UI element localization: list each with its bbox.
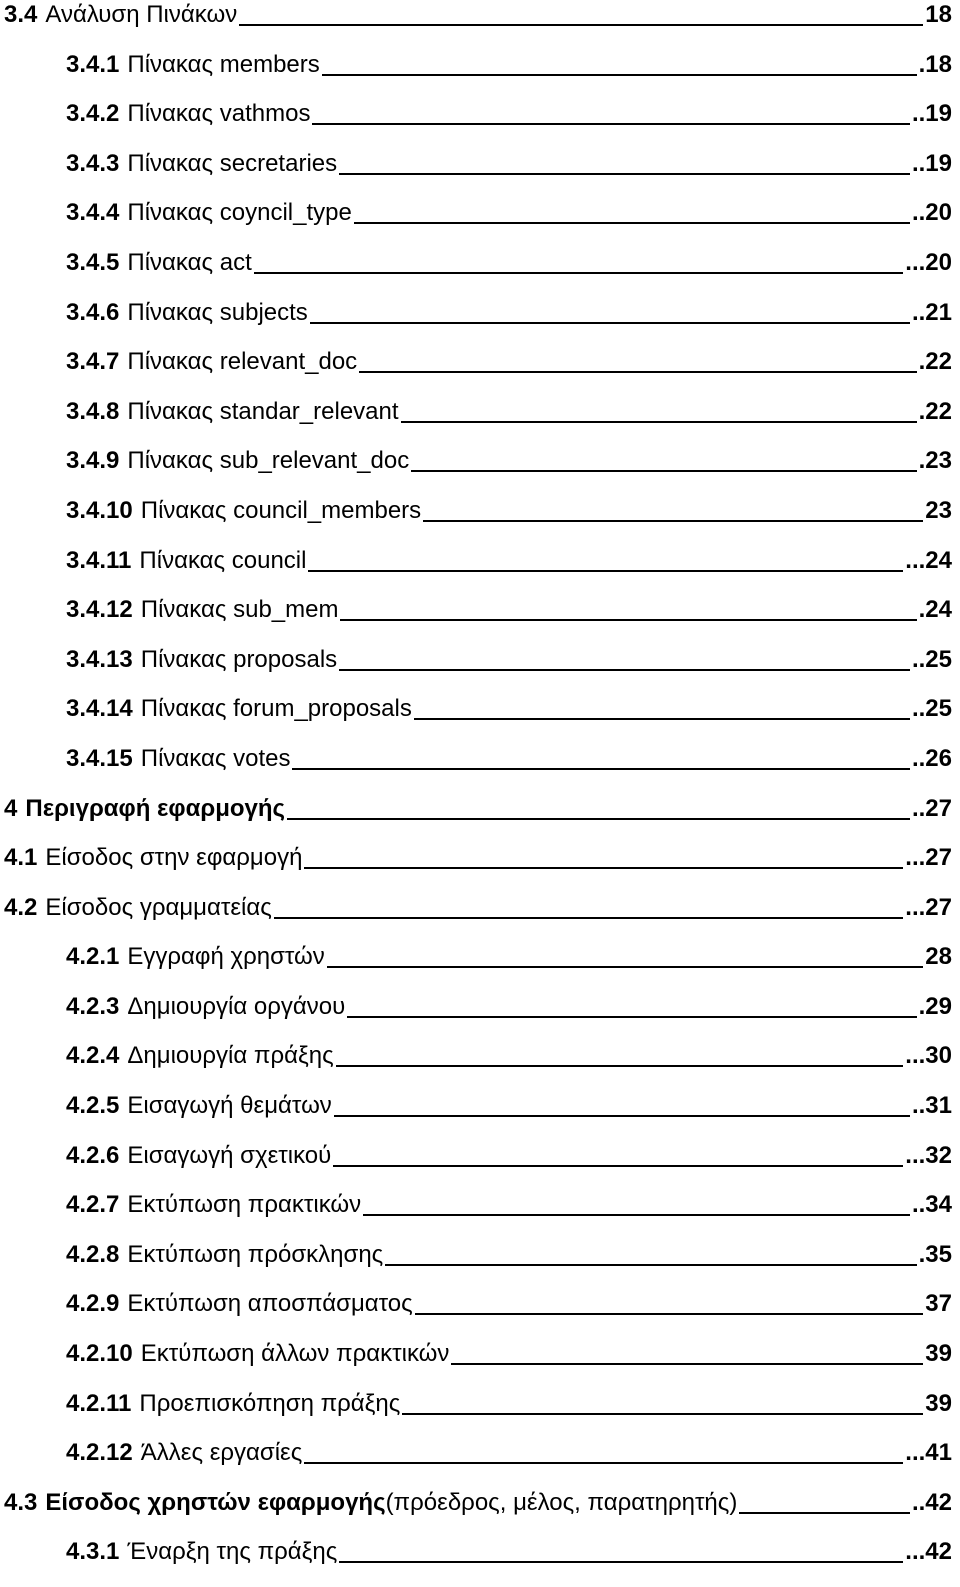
toc-entry[interactable] [0,744,960,794]
toc-entry[interactable] [0,496,960,546]
toc-entry-page: 23 [925,496,952,524]
toc-entry[interactable] [0,595,960,645]
toc-entry-page: ..25 [911,645,952,673]
toc-entry-number: 3.4.2 [66,100,120,128]
toc-entry[interactable] [0,248,960,298]
toc-leader-line [451,1333,923,1365]
toc-entry-page: .22 [918,397,952,425]
toc-entry-number: 4.2.11 [66,1389,132,1417]
toc-entry-page: ...41 [905,1439,952,1467]
toc-entry-number: 3.4.13 [66,645,133,673]
toc-entry-number: 3.4.12 [66,596,133,624]
toc-entry[interactable] [0,1289,960,1339]
toc-entry-number: 3.4.9 [66,447,120,475]
toc-entry-page: ..20 [911,199,952,227]
toc-entry-page: ...20 [905,248,952,276]
toc-entry[interactable] [0,298,960,348]
toc-leader-line [339,1531,903,1563]
toc-entry[interactable] [0,446,960,496]
toc-entry-page: ..19 [911,149,952,177]
toc-entry-page: ...32 [905,1141,952,1169]
toc-entry[interactable] [0,1389,960,1439]
toc-entry-number: 4.2.9 [66,1290,120,1318]
toc-entry-number: 4.3.1 [66,1538,120,1566]
toc-entry-page: 28 [925,943,952,971]
toc-entry-title: Πίνακας sub_mem [140,596,339,624]
toc-entry-number: 4.2.10 [66,1340,133,1368]
toc-entry-title: Πίνακας members [127,50,320,78]
toc-entry-title: Εκτύπωση πρακτικών [127,1191,362,1219]
toc-entry-number: 4.2.5 [66,1092,120,1120]
toc-entry-title: Πίνακας standar_relevant [127,397,399,425]
toc-entry-title: Πίνακας council [139,546,307,574]
toc-leader-line [339,639,910,671]
toc-entry[interactable] [0,1041,960,1091]
toc-entry[interactable] [0,942,960,992]
toc-entry-number: 4.2.1 [66,943,120,971]
toc-entry-page: ..26 [911,744,952,772]
toc-entry-title: Πίνακας vathmos [127,100,311,128]
toc-entry-number: 4.2.8 [66,1240,120,1268]
toc-entry-number: 3.4.6 [66,298,120,326]
toc-entry-page: ..25 [911,695,952,723]
toc-leader-line [739,1482,910,1514]
toc-entry-title: Περιγραφή εφαρμογής [25,794,286,822]
toc-entry-title: Πίνακας sub_relevant_doc [127,447,410,475]
toc-entry-page: .35 [918,1240,952,1268]
toc-entry[interactable] [0,397,960,447]
toc-entry-title: Έναρξη της πράξης [127,1538,338,1566]
toc-entry-number: 3.4.4 [66,199,120,227]
toc-entry-page: ..21 [911,298,952,326]
toc-entry-page: 37 [925,1290,952,1318]
toc-leader-line [327,936,924,968]
toc-leader-line [415,1283,924,1315]
toc-entry[interactable] [0,347,960,397]
toc-leader-line [310,292,910,324]
toc-entry-title: Είσοδος γραμματείας [45,893,272,921]
toc-entry-page: .18 [918,50,952,78]
toc-entry-title: Εκτύπωση αποσπάσματος [127,1290,413,1318]
toc-entry-page: .22 [918,348,952,376]
toc-entry-page: 39 [925,1389,952,1417]
toc-entry-page: ..19 [911,100,952,128]
toc-entry-title: Πίνακας proposals [140,645,338,673]
toc-entry[interactable] [0,198,960,248]
toc-entry-page: 18 [925,1,952,28]
toc-entry-number: 3.4.8 [66,397,120,425]
toc-entry[interactable] [0,694,960,744]
toc-leader-line [401,391,917,423]
toc-entry[interactable] [0,1091,960,1141]
toc-entry[interactable] [0,794,960,844]
toc-leader-line [340,589,916,621]
toc-leader-line [304,1432,903,1464]
toc-entry-title: Δημιουργία πράξης [127,1042,334,1070]
toc-entry-title: Πίνακας relevant_doc [127,348,358,376]
toc-entry-title: Εγγραφή χρηστών [127,943,325,971]
toc-leader-line [292,738,910,770]
toc-leader-line [308,540,903,572]
toc-entry-number: 3.4 [4,1,38,28]
toc-leader-line [354,192,910,224]
toc-entry-number: 3.4.10 [66,496,133,524]
toc-entry-number: 3.4.5 [66,248,120,276]
toc-entry-number: 3.4.7 [66,348,120,376]
toc-entry-title: Εκτύπωση άλλων πρακτικών [140,1340,450,1368]
toc-entry-number: 4.2.3 [66,992,120,1020]
toc-entry-title: Προεπισκόπηση πράξης [139,1389,401,1417]
toc-entry-page: .23 [918,447,952,475]
toc-entry-title: Άλλες εργασίες [140,1439,303,1467]
toc-leader-line [287,788,910,820]
toc-entry-number: 4.2.4 [66,1042,120,1070]
toc-entry-title: Εισαγωγή θεμάτων [127,1092,332,1120]
toc-entry-number: 4.2.7 [66,1191,120,1219]
toc-entry-number: 4.1 [4,844,38,872]
toc-entry-page: ..31 [911,1092,952,1120]
toc-entry-title: Είσοδος στην εφαρμογή [45,844,303,872]
toc-entry-page: ...27 [905,893,952,921]
toc-leader-line [402,1383,923,1415]
toc-leader-line [304,837,903,869]
toc-entry-number: 4.2.12 [66,1439,133,1467]
toc-entry-number: 4.2.6 [66,1141,120,1169]
toc-entry-title: Εκτύπωση πρόσκλησης [127,1240,384,1268]
toc-entry-number: 3.4.1 [66,50,120,78]
toc-leader-line [334,1085,910,1117]
toc-entry[interactable] [0,50,960,100]
toc-entry-number: 4.2 [4,893,38,921]
toc-leader-line [347,986,916,1018]
toc-leader-line [411,440,916,472]
toc-entry-page: ..34 [911,1191,952,1219]
toc-entry[interactable] [0,0,960,50]
toc-entry[interactable] [0,893,960,943]
toc-leader-line [423,490,923,522]
toc-entry-page: 39 [925,1340,952,1368]
toc-entry-page: ...42 [905,1538,952,1566]
toc-leader-line [239,0,923,26]
toc-leader-line [254,242,904,274]
toc-leader-line [414,688,910,720]
toc-leader-line [333,1135,903,1167]
toc-entry[interactable] [0,99,960,149]
toc-entry-title: Πίνακας subjects [127,298,308,326]
toc-entry-number: 3.4.14 [66,695,133,723]
toc-entry[interactable] [0,645,960,695]
toc-entry-page: ...30 [905,1042,952,1070]
toc-leader-line [322,44,917,76]
toc-entry-title: Είσοδος χρηστών εφαρμογής [45,1488,386,1516]
toc-leader-line [359,341,916,373]
toc-entry-number: 4 [4,794,18,822]
toc-leader-line [312,93,910,125]
toc-entry[interactable] [0,1141,960,1191]
toc-entry-title: Πίνακας council_members [140,496,422,524]
toc-entry-page: .29 [918,992,952,1020]
toc-entry-title: Πίνακας votes [140,744,291,772]
toc-entry-title: Ανάλυση Πινάκων [45,1,238,28]
toc-entry-number: 3.4.11 [66,546,132,574]
toc-entry-page: ..42 [911,1488,952,1516]
toc-entry[interactable] [0,1240,960,1290]
toc-entry-page: ...24 [905,546,952,574]
toc-entry[interactable] [0,843,960,893]
toc-leader-line [336,1035,904,1067]
toc-entry[interactable] [0,1339,960,1389]
toc-entry-number: 3.4.3 [66,149,120,177]
toc-entry[interactable] [0,1438,960,1488]
toc-entry-page: ...27 [905,844,952,872]
toc-entry[interactable] [0,992,960,1042]
toc-entry-title: Εισαγωγή σχετικού [127,1141,332,1169]
toc-leader-line [385,1234,916,1266]
toc-entry-title: Πίνακας coyncil_type [127,199,352,227]
toc-entry[interactable] [0,546,960,596]
toc-entry-suffix: (πρόεδρος, μέλος, παρατηρητής) [385,1488,738,1516]
toc-entry[interactable] [0,149,960,199]
toc-entry-page: ..27 [911,794,952,822]
toc-entry-page: .24 [918,596,952,624]
toc-leader-line [274,887,903,919]
toc-entry[interactable] [0,1537,960,1587]
toc-entry-title: Πίνακας secretaries [127,149,338,177]
toc-entry-number: 3.4.15 [66,744,133,772]
toc-leader-line [363,1184,910,1216]
toc-entry[interactable] [0,1488,960,1538]
toc-entry-title: Πίνακας act [127,248,252,276]
toc-leader-line [339,143,910,175]
toc-entry[interactable] [0,1190,960,1240]
toc-entry-title: Δημιουργία οργάνου [127,992,346,1020]
toc-entry-number: 4.3 [4,1488,38,1516]
toc-entry-title: Πίνακας forum_proposals [140,695,412,723]
